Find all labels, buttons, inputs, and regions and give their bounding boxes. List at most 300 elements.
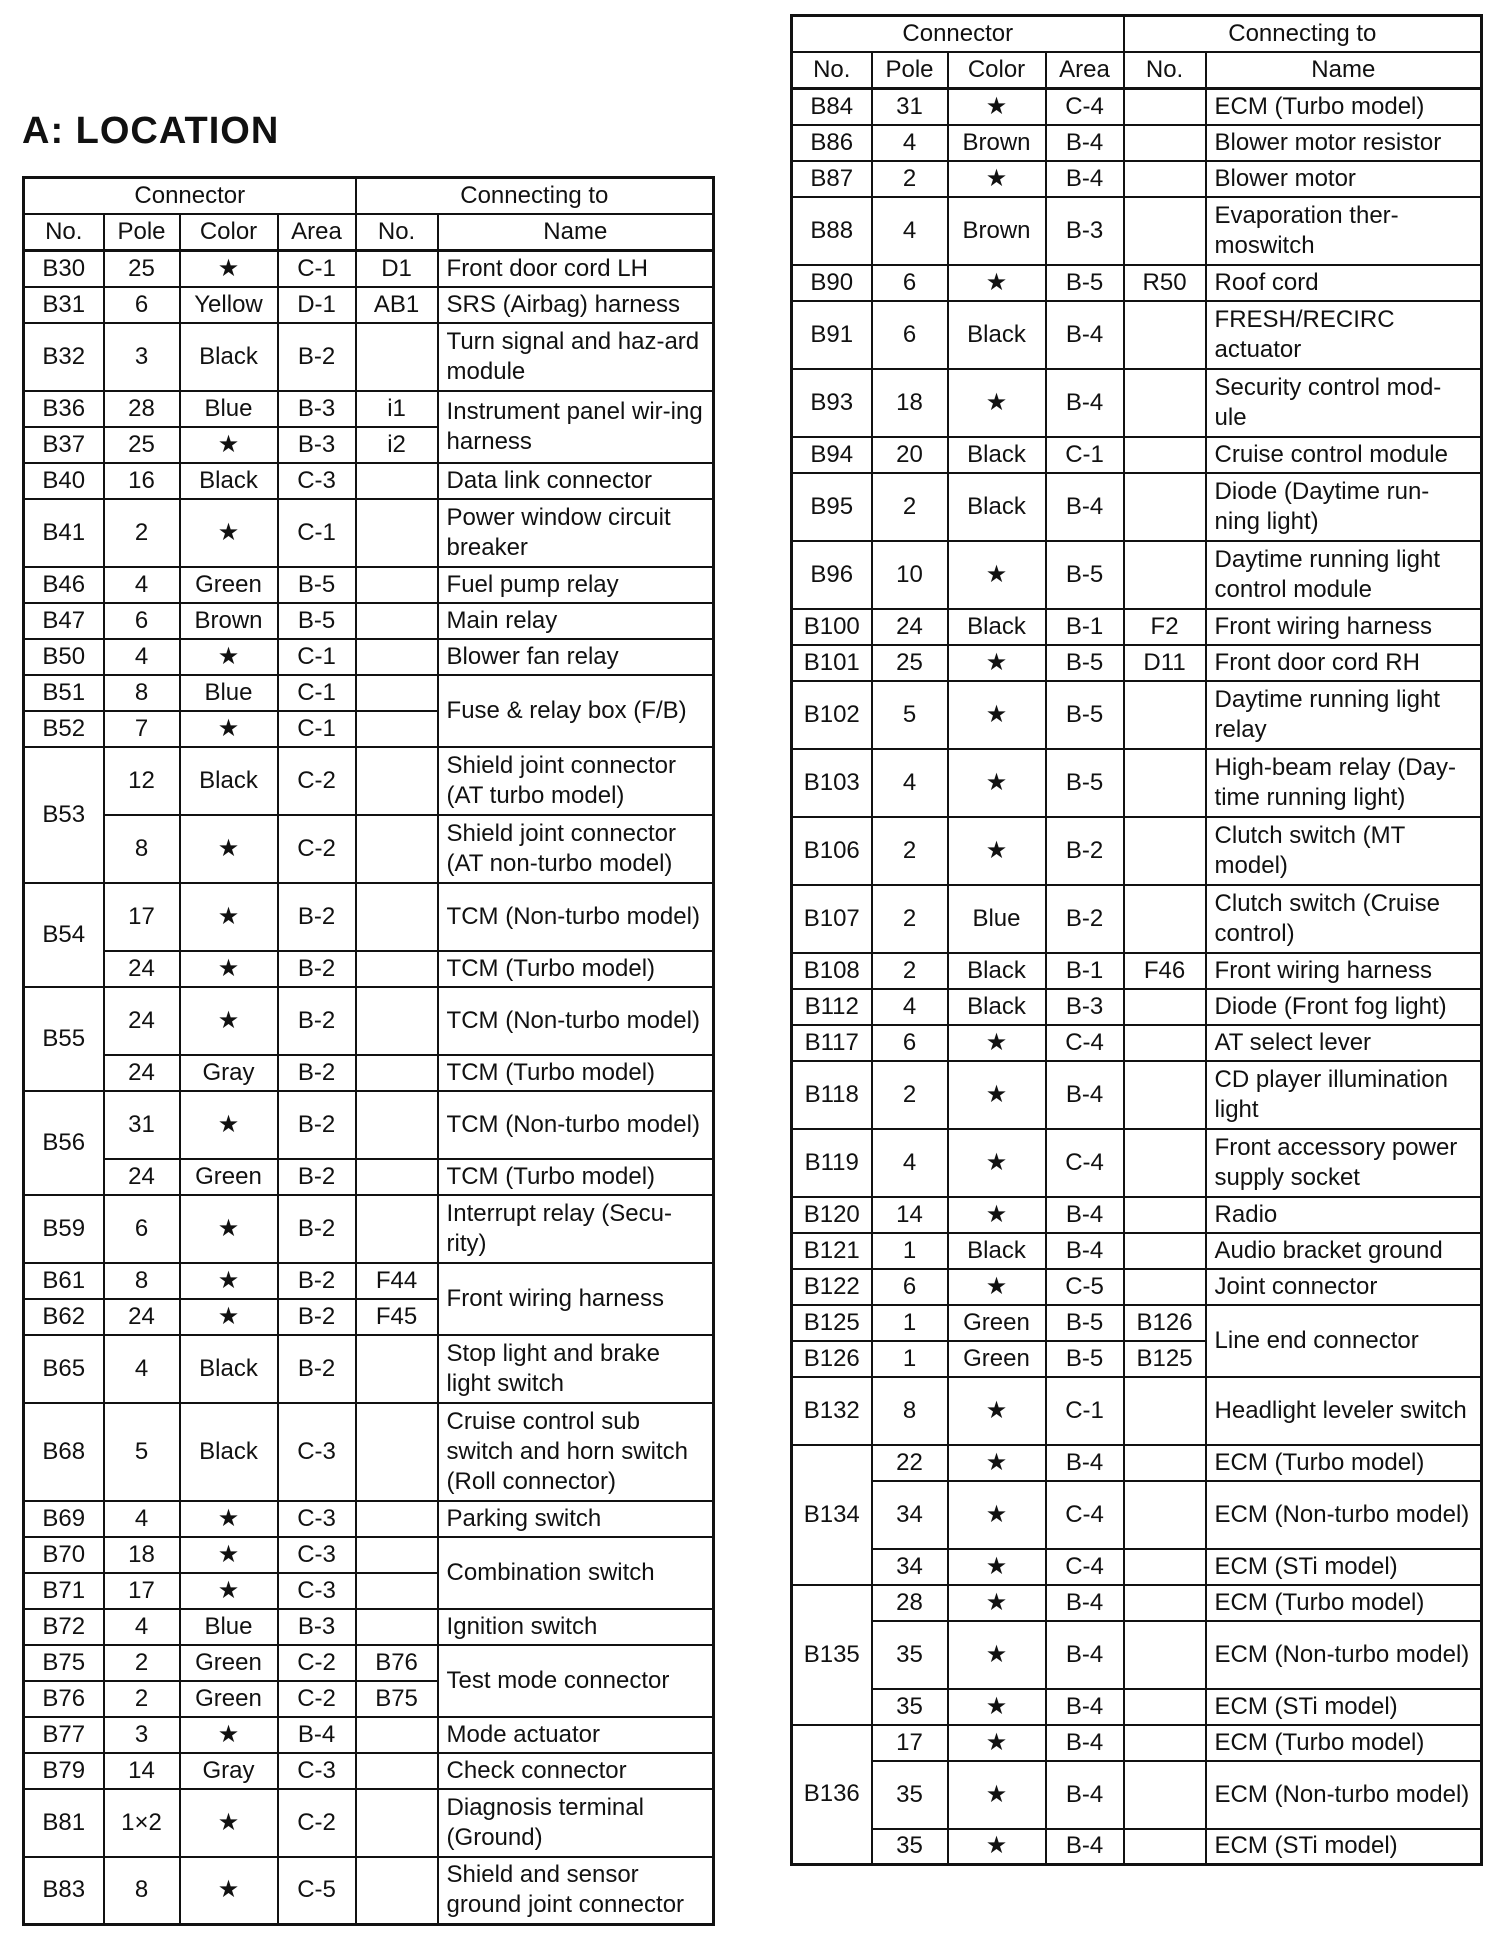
table-cell: Green (948, 1341, 1046, 1377)
table-cell: Diagnosis terminal (Ground) (438, 1789, 714, 1857)
table-cell: B75 (356, 1681, 438, 1717)
table-cell: B95 (792, 473, 872, 541)
table-cell: 12 (104, 747, 180, 815)
table-cell: ★ (948, 1829, 1046, 1865)
table-cell (1124, 1129, 1206, 1197)
table-cell: ★ (948, 1445, 1046, 1481)
table-cell: Power window circuit breaker (438, 499, 714, 567)
table-cell: Blue (180, 675, 278, 711)
table-cell: B71 (24, 1573, 104, 1609)
table-row (24, 1857, 714, 1925)
table-cell: Green (180, 1159, 278, 1195)
table-row (792, 1305, 1482, 1341)
table-cell (356, 1857, 438, 1925)
table-cell: C-5 (1046, 1269, 1124, 1305)
table-cell: B51 (24, 675, 104, 711)
table-cell: B118 (792, 1061, 872, 1129)
table-cell: B-4 (1046, 125, 1124, 161)
table-cell: Green (180, 1681, 278, 1717)
table-cell: FRESH/RECIRC actuator (1206, 301, 1482, 369)
table-cell: Shield joint connector (AT turbo model) (438, 747, 714, 815)
table-cell (356, 747, 438, 815)
table-cell: Fuse & relay box (F/B) (438, 675, 714, 747)
table-row (792, 1549, 1482, 1585)
table-row (792, 1585, 1482, 1621)
table-cell: B-4 (1046, 369, 1124, 437)
table-cell: 8 (104, 675, 180, 711)
table-row (792, 1129, 1482, 1197)
table-row (24, 1403, 714, 1501)
table-cell: ★ (180, 987, 278, 1055)
table-cell (1124, 749, 1206, 817)
table-cell: 31 (872, 89, 948, 125)
table-cell: B-4 (1046, 473, 1124, 541)
connector-table-right (790, 14, 1483, 1866)
table-row (24, 391, 714, 427)
table-cell: TCM (Turbo model) (438, 951, 714, 987)
table-cell: 35 (872, 1621, 948, 1689)
table-cell: B68 (24, 1403, 104, 1501)
table-cell (356, 639, 438, 675)
table-row (792, 1233, 1482, 1269)
table-cell (1124, 125, 1206, 161)
table-row (792, 1481, 1482, 1549)
header-connecting-to: Connecting to (1124, 16, 1482, 53)
table-cell: 20 (872, 437, 948, 473)
table-cell (1124, 1377, 1206, 1445)
table-cell: ECM (Non-turbo model) (1206, 1621, 1482, 1689)
table-cell: B-4 (1046, 1725, 1124, 1761)
header-color: Color (948, 52, 1046, 89)
table-cell (1124, 681, 1206, 749)
table-cell: B-4 (1046, 1233, 1124, 1269)
table-row (24, 1195, 714, 1263)
table-row (792, 369, 1482, 437)
table-cell (1124, 369, 1206, 437)
table-cell: C-1 (278, 639, 356, 675)
table-cell: Cruise control module (1206, 437, 1482, 473)
table-cell: B76 (24, 1681, 104, 1717)
table-cell: Black (948, 437, 1046, 473)
table-row (24, 987, 714, 1055)
table-cell (356, 1335, 438, 1403)
table-cell: B-4 (1046, 161, 1124, 197)
table-cell: B-2 (278, 323, 356, 391)
table-row (24, 567, 714, 603)
table-cell (1124, 89, 1206, 125)
table-cell: Black (180, 747, 278, 815)
table-cell: 4 (872, 989, 948, 1025)
page-heading: A: LOCATION (22, 110, 280, 152)
table-cell (356, 1789, 438, 1857)
table-cell: Gray (180, 1055, 278, 1091)
table-cell (1124, 1829, 1206, 1865)
table-cell: Black (948, 609, 1046, 645)
table-cell: B-5 (1046, 1341, 1124, 1377)
table-row (792, 1621, 1482, 1689)
table-cell: Blue (180, 391, 278, 427)
table-cell: B86 (792, 125, 872, 161)
header-pole: Pole (872, 52, 948, 89)
table-cell: ECM (Turbo model) (1206, 1445, 1482, 1481)
table-cell: Audio bracket ground (1206, 1233, 1482, 1269)
table-cell (356, 1055, 438, 1091)
table-cell: B117 (792, 1025, 872, 1061)
table-cell: 1 (872, 1305, 948, 1341)
table-cell: B120 (792, 1197, 872, 1233)
table-cell: ★ (948, 645, 1046, 681)
table-cell: B125 (1124, 1341, 1206, 1377)
table-row (792, 1269, 1482, 1305)
table-cell: Gray (180, 1753, 278, 1789)
table-cell: CD player illumination light (1206, 1061, 1482, 1129)
table-cell: B32 (24, 323, 104, 391)
table-cell: Front door cord RH (1206, 645, 1482, 681)
table-cell: TCM (Turbo model) (438, 1055, 714, 1091)
table-row (792, 989, 1482, 1025)
table-cell: 35 (872, 1829, 948, 1865)
table-cell: Blower motor resistor (1206, 125, 1482, 161)
table-row (24, 1789, 714, 1857)
table-row (24, 603, 714, 639)
table-cell: B93 (792, 369, 872, 437)
table-cell: Black (948, 301, 1046, 369)
table-cell (356, 1091, 438, 1159)
table-cell: B84 (792, 89, 872, 125)
table-cell: 17 (104, 883, 180, 951)
table-cell: 6 (872, 265, 948, 301)
table-cell: 2 (872, 817, 948, 885)
table-cell: B52 (24, 711, 104, 747)
table-row (24, 287, 714, 323)
table-cell: F45 (356, 1299, 438, 1335)
table-cell: 3 (104, 1717, 180, 1753)
table-cell (1124, 1481, 1206, 1549)
table-row (24, 815, 714, 883)
table-cell: B87 (792, 161, 872, 197)
table-cell: 2 (872, 473, 948, 541)
table-cell: 6 (872, 1269, 948, 1305)
table-cell: ECM (Turbo model) (1206, 89, 1482, 125)
table-cell: B-1 (1046, 609, 1124, 645)
table-cell: ECM (Non-turbo model) (1206, 1481, 1482, 1549)
table-cell: B-4 (1046, 1829, 1124, 1865)
table-cell: B106 (792, 817, 872, 885)
table-row (792, 125, 1482, 161)
table-cell: B-2 (278, 951, 356, 987)
table-cell: Green (180, 567, 278, 603)
table-cell: 1×2 (104, 1789, 180, 1857)
table-cell: ★ (948, 1025, 1046, 1061)
table-row (24, 1055, 714, 1091)
table-cell (356, 1753, 438, 1789)
table-cell (356, 1609, 438, 1645)
table-cell: C-3 (278, 1403, 356, 1501)
table-cell: Green (180, 1645, 278, 1681)
table-cell: B-4 (1046, 1621, 1124, 1689)
table-cell: 4 (872, 125, 948, 161)
table-cell: B55 (24, 987, 104, 1091)
table-cell: 4 (104, 1501, 180, 1537)
table-cell: B108 (792, 953, 872, 989)
table-cell: B62 (24, 1299, 104, 1335)
table-row (792, 1689, 1482, 1725)
table-cell: ★ (180, 951, 278, 987)
table-cell: C-2 (278, 1645, 356, 1681)
table-cell: B102 (792, 681, 872, 749)
table-cell: R50 (1124, 265, 1206, 301)
table-cell: Blue (948, 885, 1046, 953)
header-no: No. (24, 214, 104, 251)
table-cell: ECM (Turbo model) (1206, 1585, 1482, 1621)
table-cell: Fuel pump relay (438, 567, 714, 603)
table-row (792, 1197, 1482, 1233)
table-cell (356, 499, 438, 567)
table-cell: B91 (792, 301, 872, 369)
table-cell: ECM (Non-turbo model) (1206, 1761, 1482, 1829)
table-cell: 4 (104, 1609, 180, 1645)
table-cell (1124, 1061, 1206, 1129)
table-row (792, 1061, 1482, 1129)
table-cell: B-4 (1046, 1689, 1124, 1725)
table-cell: 4 (872, 749, 948, 817)
table-cell: 6 (104, 1195, 180, 1263)
table-cell (1124, 473, 1206, 541)
table-cell: ★ (180, 1573, 278, 1609)
table-cell: 16 (104, 463, 180, 499)
table-cell: B30 (24, 251, 104, 287)
table-cell: B79 (24, 1753, 104, 1789)
table-cell: B-2 (278, 883, 356, 951)
table-cell: Shield joint connector (AT non-turbo model) (438, 815, 714, 883)
table-cell: B90 (792, 265, 872, 301)
header-pole: Pole (104, 214, 180, 251)
table-cell: Joint connector (1206, 1269, 1482, 1305)
table-cell: 2 (104, 1681, 180, 1717)
table-cell: 2 (872, 885, 948, 953)
table-cell: Data link connector (438, 463, 714, 499)
table-cell: B36 (24, 391, 104, 427)
table-cell: Evaporation ther-moswitch (1206, 197, 1482, 265)
table-cell: TCM (Turbo model) (438, 1159, 714, 1195)
table-row (792, 1445, 1482, 1481)
table-cell: Stop light and brake light switch (438, 1335, 714, 1403)
table-cell (356, 1403, 438, 1501)
table-cell: B-3 (1046, 989, 1124, 1025)
table-row (24, 1263, 714, 1299)
table-cell: ★ (948, 1621, 1046, 1689)
table-cell: Combination switch (438, 1537, 714, 1609)
table-cell (356, 603, 438, 639)
table-cell: Line end connector (1206, 1305, 1482, 1377)
table-row (792, 541, 1482, 609)
table-cell: Brown (948, 197, 1046, 265)
table-cell: 2 (872, 1061, 948, 1129)
table-cell: Front wiring harness (1206, 953, 1482, 989)
table-cell: B134 (792, 1445, 872, 1585)
table-cell: Blue (180, 1609, 278, 1645)
table-cell: B70 (24, 1537, 104, 1573)
table-row (24, 323, 714, 391)
table-cell: B47 (24, 603, 104, 639)
table-cell: ★ (180, 1537, 278, 1573)
table-cell: 2 (872, 953, 948, 989)
table-cell (356, 1195, 438, 1263)
table-cell: D11 (1124, 645, 1206, 681)
table-cell: ★ (948, 1549, 1046, 1585)
table-cell: B94 (792, 437, 872, 473)
table-cell: B-4 (1046, 1585, 1124, 1621)
table-cell: B41 (24, 499, 104, 567)
table-cell: B125 (792, 1305, 872, 1341)
table-cell: C-3 (278, 1573, 356, 1609)
header-no: No. (792, 52, 872, 89)
table-cell: B65 (24, 1335, 104, 1403)
table-cell: 28 (104, 391, 180, 427)
table-cell: C-2 (278, 747, 356, 815)
table-row (24, 1159, 714, 1195)
table-cell (356, 1159, 438, 1195)
table-cell: F46 (1124, 953, 1206, 989)
table-cell: 14 (872, 1197, 948, 1233)
table-cell: B-2 (278, 1195, 356, 1263)
header-area: Area (1046, 52, 1124, 89)
table-cell: i2 (356, 427, 438, 463)
table-cell: Security control mod-ule (1206, 369, 1482, 437)
table-cell: Front wiring harness (438, 1263, 714, 1335)
table-cell: B-2 (1046, 885, 1124, 953)
table-cell: C-1 (278, 251, 356, 287)
table-row (792, 609, 1482, 645)
table-cell: B40 (24, 463, 104, 499)
table-cell: C-1 (278, 499, 356, 567)
table-cell: 24 (104, 987, 180, 1055)
table-cell: 4 (104, 1335, 180, 1403)
table-cell (1124, 541, 1206, 609)
table-cell: Shield and sensor ground joint connector (438, 1857, 714, 1925)
table-cell: B112 (792, 989, 872, 1025)
table-cell: Main relay (438, 603, 714, 639)
table-cell (1124, 1233, 1206, 1269)
table-cell (1124, 1725, 1206, 1761)
table-cell: B77 (24, 1717, 104, 1753)
table-cell: ★ (180, 499, 278, 567)
table-row (792, 473, 1482, 541)
table-cell: 24 (104, 1159, 180, 1195)
table-cell: ★ (948, 1197, 1046, 1233)
table-cell (1124, 989, 1206, 1025)
table-cell: Black (180, 323, 278, 391)
table-cell: 25 (104, 251, 180, 287)
table-cell: ★ (948, 1761, 1046, 1829)
table-cell: TCM (Non-turbo model) (438, 883, 714, 951)
table-cell: 5 (872, 681, 948, 749)
table-cell: 5 (104, 1403, 180, 1501)
table-cell: B96 (792, 541, 872, 609)
table-cell: Ignition switch (438, 1609, 714, 1645)
table-row (24, 1091, 714, 1159)
table-cell (356, 323, 438, 391)
table-cell: Black (180, 463, 278, 499)
table-row (792, 1761, 1482, 1829)
header-to-no: No. (356, 214, 438, 251)
table-cell: B-4 (1046, 1061, 1124, 1129)
table-cell (356, 1537, 438, 1573)
table-cell: Clutch switch (MT model) (1206, 817, 1482, 885)
table-cell: 4 (104, 639, 180, 675)
header-connector: Connector (24, 178, 356, 215)
table-cell: Parking switch (438, 1501, 714, 1537)
table-cell: B61 (24, 1263, 104, 1299)
table-cell: 4 (872, 197, 948, 265)
table-row (24, 1609, 714, 1645)
table-cell: 1 (872, 1341, 948, 1377)
table-cell: B-2 (278, 1091, 356, 1159)
table-cell: 10 (872, 541, 948, 609)
table-cell: D1 (356, 251, 438, 287)
table-cell: B72 (24, 1609, 104, 1645)
table-cell: ★ (948, 1269, 1046, 1305)
table-cell: Black (948, 953, 1046, 989)
table-row (24, 1645, 714, 1681)
table-cell: ★ (948, 541, 1046, 609)
table-cell: B-5 (1046, 749, 1124, 817)
table-cell: B103 (792, 749, 872, 817)
table-cell: B-2 (1046, 817, 1124, 885)
table-row (792, 645, 1482, 681)
header-name: Name (438, 214, 714, 251)
table-cell: B132 (792, 1377, 872, 1445)
table-cell: B135 (792, 1585, 872, 1725)
table-cell (356, 1501, 438, 1537)
table-cell: C-5 (278, 1857, 356, 1925)
table-cell (356, 567, 438, 603)
table-cell: ★ (948, 1061, 1046, 1129)
table-cell: ★ (180, 1717, 278, 1753)
table-cell: F44 (356, 1263, 438, 1299)
table-cell: C-3 (278, 1753, 356, 1789)
table-row (24, 951, 714, 987)
table-cell: 18 (104, 1537, 180, 1573)
table-cell: C-4 (1046, 1481, 1124, 1549)
header-to-no: No. (1124, 52, 1206, 89)
table-row (792, 265, 1482, 301)
table-cell (1124, 1269, 1206, 1305)
table-cell: ★ (948, 1481, 1046, 1549)
table-cell: Cruise control sub switch and horn switch (Roll connector) (438, 1403, 714, 1501)
table-cell: 8 (872, 1377, 948, 1445)
table-cell: C-3 (278, 1501, 356, 1537)
table-cell: ★ (948, 681, 1046, 749)
table-cell: B126 (792, 1341, 872, 1377)
table-cell: 6 (872, 1025, 948, 1061)
table-cell: 17 (104, 1573, 180, 1609)
table-cell: ★ (948, 1725, 1046, 1761)
table-cell: B-5 (1046, 1305, 1124, 1341)
table-cell: 8 (104, 1857, 180, 1925)
table-cell: B101 (792, 645, 872, 681)
table-cell (356, 951, 438, 987)
table-cell: B88 (792, 197, 872, 265)
table-row (792, 953, 1482, 989)
table-cell: B-2 (278, 1159, 356, 1195)
table-cell: Yellow (180, 287, 278, 323)
table-cell: 3 (104, 323, 180, 391)
table-cell: ECM (STi model) (1206, 1549, 1482, 1585)
table-cell: B-4 (1046, 1761, 1124, 1829)
table-row (24, 747, 714, 815)
table-cell: 28 (872, 1585, 948, 1621)
